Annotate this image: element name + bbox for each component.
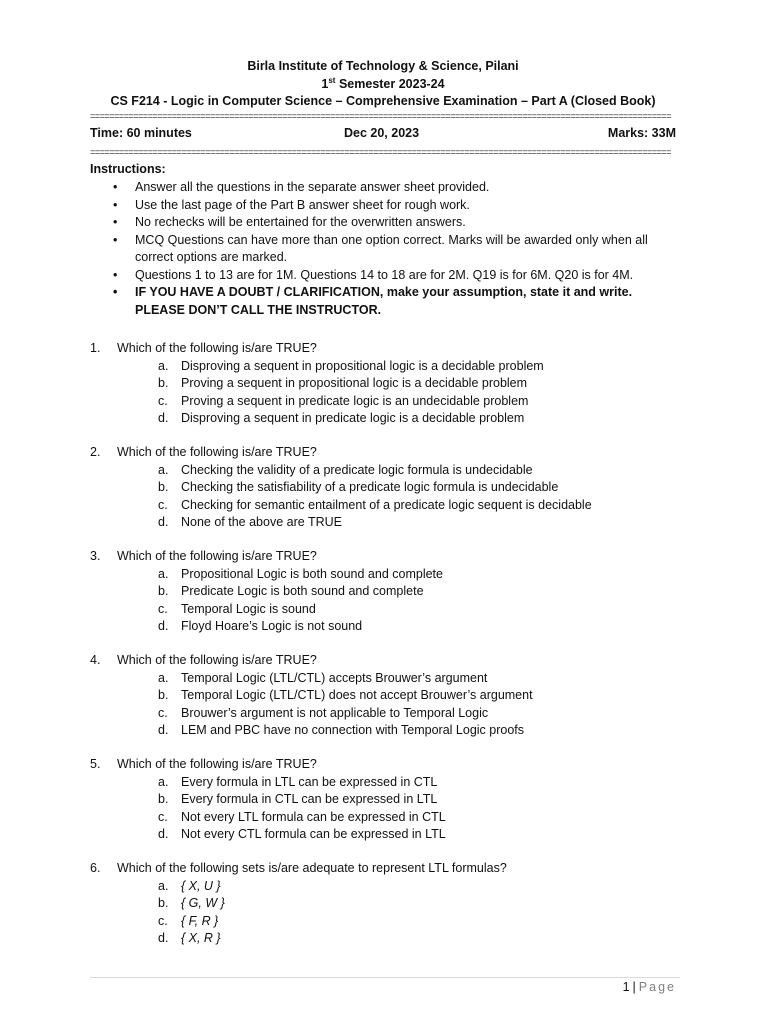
option-item (90, 809, 680, 827)
option-text: Temporal Logic is sound (181, 601, 316, 616)
option-letter: b. (158, 688, 169, 702)
option-item (90, 774, 680, 792)
instruction-text: No rechecks will be entertained for the overwritten answers. (135, 215, 466, 229)
page-number: 1 (622, 980, 630, 994)
question-stem (90, 756, 680, 774)
option-letter: c. (158, 809, 168, 824)
exam-info-bar (90, 126, 676, 144)
question-number: 2. (90, 445, 101, 459)
option-letter: a. (158, 462, 169, 477)
instructions-list (90, 179, 680, 319)
question-text: Which of the following sets is/are adequate to represent LTL formulas? (117, 861, 507, 875)
option-letter: a. (158, 566, 169, 581)
question-5 (90, 756, 680, 844)
option-letter: d. (158, 827, 169, 841)
option-item (90, 462, 680, 480)
option-item (90, 687, 680, 705)
course-title: CS F214 - Logic in Computer Science – Comprehensive Examination – Part A (Closed Book) (110, 94, 656, 108)
semester-ordinal: 1 (321, 76, 329, 91)
instruction-text: Questions 1 to 13 are for 1M. Questions 14 to 18 are for 2M. Q19 is for 6M. Q20 is for 4M. (135, 267, 634, 282)
bullet-icon: • (113, 267, 118, 282)
option-text: Disproving a sequent in propositional logic is a decidable problem (181, 358, 544, 373)
option-item (90, 583, 680, 601)
option-letter: a. (158, 774, 169, 789)
exam-marks: Marks: 33M (607, 126, 676, 140)
option-item (90, 722, 680, 740)
option-letter: d. (158, 515, 169, 529)
exam-header (90, 58, 676, 111)
semester-suffix: st (328, 75, 336, 85)
option-item (90, 826, 680, 844)
option-letter: d. (158, 931, 169, 945)
instructions-title: Instructions: (90, 162, 166, 176)
option-letter: b. (158, 480, 169, 494)
instruction-text: IF YOU HAVE A DOUBT / CLARIFICATION, make your assumption, state it and write. PLEASE DON’T CALL THE INSTRUCTOR. (135, 285, 633, 317)
question-2 (90, 444, 680, 532)
bullet-icon: • (113, 180, 118, 194)
question-number: 5. (90, 757, 101, 771)
option-letter: a. (158, 878, 169, 893)
question-number: 1. (90, 341, 101, 355)
semester-rest: Semester 2023-24 (335, 76, 445, 91)
option-letter: a. (158, 358, 169, 373)
bullet-icon: • (113, 215, 118, 229)
option-text: Proving a sequent in propositional logic is a decidable problem (181, 376, 528, 390)
option-item (90, 670, 680, 688)
option-text: LEM and PBC have no connection with Temporal Logic proofs (181, 723, 525, 737)
page-footer (623, 980, 676, 994)
option-text: Proving a sequent in predicate logic is an undecidable problem (181, 393, 529, 408)
divider-rule-bottom: ========================================================================================================================= (90, 148, 671, 158)
instruction-item (90, 284, 680, 319)
footer-separator: | (632, 980, 636, 994)
question-1 (90, 340, 680, 428)
question-3 (90, 548, 680, 636)
question-text: Which of the following is/are TRUE? (117, 757, 317, 771)
question-number: 6. (90, 861, 101, 875)
question-text: Which of the following is/are TRUE? (117, 653, 317, 667)
option-text: Floyd Hoare’s Logic is not sound (181, 619, 363, 633)
option-text: None of the above are TRUE (181, 515, 342, 529)
option-text: Checking the satisfiability of a predicate logic formula is undecidable (181, 480, 559, 494)
option-item (90, 878, 680, 896)
instruction-item (90, 267, 680, 285)
option-letter: b. (158, 584, 169, 598)
instruction-item (90, 179, 680, 197)
option-item (90, 895, 680, 913)
option-text: { G, W } (181, 896, 225, 910)
option-text: Not every CTL formula can be expressed in LTL (181, 827, 446, 841)
option-text: Every formula in LTL can be expressed in CTL (181, 774, 438, 789)
question-stem (90, 652, 680, 670)
option-item (90, 410, 680, 428)
option-item (90, 618, 680, 636)
question-text: Which of the following is/are TRUE? (117, 549, 317, 563)
question-4 (90, 652, 680, 740)
page-word: Page (638, 980, 676, 994)
option-item (90, 497, 680, 515)
divider-rule-top: ========================================================================================================================= (90, 112, 671, 122)
option-text: Checking for semantic entailment of a predicate logic sequent is decidable (181, 497, 592, 512)
question-text: Which of the following is/are TRUE? (117, 445, 317, 459)
option-text: { F, R } (181, 913, 219, 928)
option-item (90, 514, 680, 532)
question-text: Which of the following is/are TRUE? (117, 341, 317, 355)
instruction-item (90, 197, 680, 215)
option-letter: c. (158, 913, 168, 928)
instruction-item (90, 214, 680, 232)
question-stem (90, 340, 680, 358)
question-number: 4. (90, 653, 101, 667)
option-letter: a. (158, 670, 169, 685)
instruction-text: MCQ Questions can have more than one option correct. Marks will be awarded only when all correct options are marked. (135, 232, 648, 264)
bullet-icon: • (113, 232, 118, 247)
instruction-item (90, 232, 680, 267)
bullet-icon: • (113, 197, 118, 212)
option-item (90, 705, 680, 723)
semester-line (90, 76, 676, 94)
exam-time: Time: 60 minutes (90, 126, 192, 140)
questions-section (90, 340, 680, 964)
bullet-icon: • (113, 285, 118, 299)
option-text: Disproving a sequent in predicate logic is a decidable problem (181, 411, 525, 425)
footer-divider (90, 977, 680, 978)
option-letter: b. (158, 376, 169, 390)
instruction-text: Use the last page of the Part B answer sheet for rough work. (135, 197, 470, 212)
option-letter: d. (158, 411, 169, 425)
option-item (90, 479, 680, 497)
option-text: Predicate Logic is both sound and complete (181, 584, 424, 598)
option-item (90, 358, 680, 376)
option-item (90, 393, 680, 411)
option-item (90, 913, 680, 931)
option-letter: c. (158, 497, 168, 512)
option-item (90, 375, 680, 393)
exam-date: Dec 20, 2023 (344, 126, 420, 140)
question-stem (90, 860, 680, 878)
option-letter: c. (158, 393, 168, 408)
option-item (90, 930, 680, 948)
option-letter: d. (158, 619, 169, 633)
option-letter: c. (158, 601, 168, 616)
institute-name: Birla Institute of Technology & Science, Pilani (247, 59, 519, 73)
option-item (90, 566, 680, 584)
option-text: Checking the validity of a predicate logic formula is undecidable (181, 462, 533, 477)
instruction-text: Answer all the questions in the separate answer sheet provided. (135, 180, 490, 194)
option-text: Brouwer’s argument is not applicable to Temporal Logic (181, 705, 489, 720)
option-text: { X, R } (181, 931, 221, 945)
option-item (90, 791, 680, 809)
question-6 (90, 860, 680, 948)
option-letter: d. (158, 723, 169, 737)
option-letter: b. (158, 896, 169, 910)
option-letter: b. (158, 792, 169, 806)
option-text: Temporal Logic (LTL/CTL) accepts Brouwer’s argument (181, 670, 488, 685)
option-item (90, 601, 680, 619)
option-text: Every formula in CTL can be expressed in LTL (181, 792, 438, 806)
option-text: Propositional Logic is both sound and complete (181, 566, 443, 581)
option-letter: c. (158, 705, 168, 720)
option-text: { X, U } (181, 878, 221, 893)
question-stem (90, 444, 680, 462)
option-text: Not every LTL formula can be expressed in CTL (181, 809, 446, 824)
option-text: Temporal Logic (LTL/CTL) does not accept Brouwer’s argument (181, 688, 533, 702)
question-number: 3. (90, 549, 101, 563)
question-stem (90, 548, 680, 566)
